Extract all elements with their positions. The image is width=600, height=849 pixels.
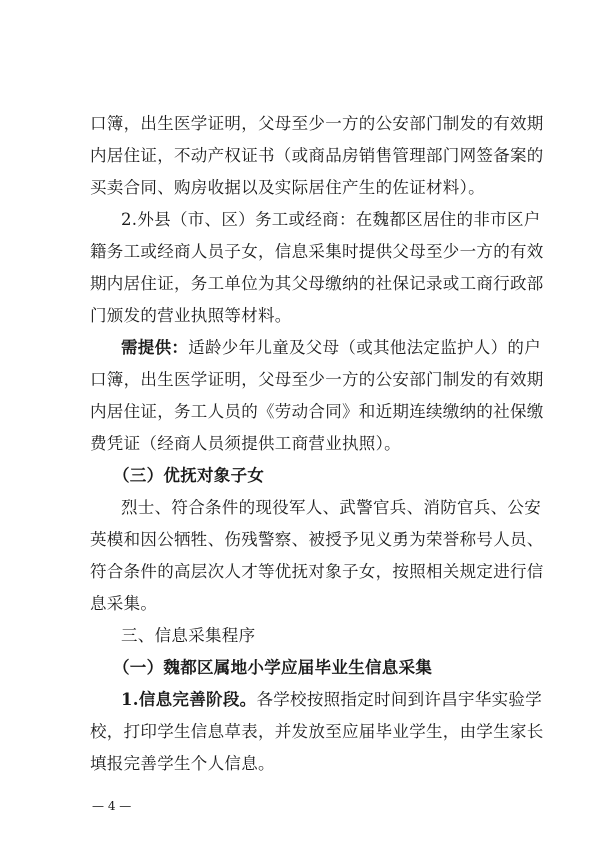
body-line-3: 买卖合同、购房收据以及实际居住产生的佐证材料）。 bbox=[90, 178, 485, 197]
body-line-14: 英模和因公牺牲、伤残警察、被授予见义勇为荣誉称号人员、 bbox=[90, 530, 544, 549]
body-line-8 bbox=[121, 337, 541, 359]
body-line-5: 籍务工或经商人员子女，信息采集时提供父母至少一方的有效 bbox=[90, 242, 544, 261]
body-line-9: 口簿，出生医学证明，父母至少一方的公安部门制发的有效期 bbox=[90, 370, 544, 389]
chapter-heading: 三、信息采集程序 bbox=[121, 626, 256, 645]
body-line-20: 校，打印学生信息草表，并发放至应届毕业学生，由学生家长 bbox=[90, 722, 544, 741]
page-number: — 4 — bbox=[92, 799, 132, 813]
body-line-1: 口簿，出生医学证明，父母至少一方的公安部门制发的有效期 bbox=[90, 114, 544, 133]
body-line-7: 门颁发的营业执照等材料。 bbox=[90, 306, 292, 325]
body-line-21: 填报完善学生个人信息。 bbox=[90, 754, 275, 773]
stage-text: 各学校按照指定时间到许昌宇华实验学 bbox=[256, 690, 543, 709]
body-line-16: 息采集。 bbox=[90, 594, 158, 613]
body-line-13: 烈士、符合条件的现役军人、武警官兵、消防官兵、公安 bbox=[121, 498, 541, 517]
subsection-heading: （一）魏都区属地小学应届毕业生信息采集 bbox=[113, 658, 433, 677]
stage-label: 1.信息完善阶段。 bbox=[121, 690, 257, 709]
body-line-10: 内居住证，务工人员的《劳动合同》和近期连续缴纳的社保缴 bbox=[90, 402, 544, 421]
requirement-text: 适龄少年儿童及父母（或其他法定监护人）的户 bbox=[188, 338, 542, 357]
requirement-label: 需提供： bbox=[121, 338, 189, 357]
section-heading-3: （三）优抚对象子女 bbox=[113, 466, 265, 485]
body-line-4: 2.外县（市、区）务工或经商：在魏都区居住的非市区户 bbox=[121, 210, 541, 229]
body-line-19 bbox=[121, 689, 542, 711]
body-line-11: 费凭证（经商人员须提供工商营业执照）。 bbox=[90, 434, 401, 453]
body-line-6: 期内居住证，务工单位为其父母缴纳的社保记录或工商行政部 bbox=[90, 274, 544, 293]
body-line-2: 内居住证，不动产权证书（或商品房销售管理部门网签备案的 bbox=[90, 146, 544, 165]
body-line-15: 符合条件的高层次人才等优抚对象子女，按照相关规定进行信 bbox=[90, 562, 544, 581]
